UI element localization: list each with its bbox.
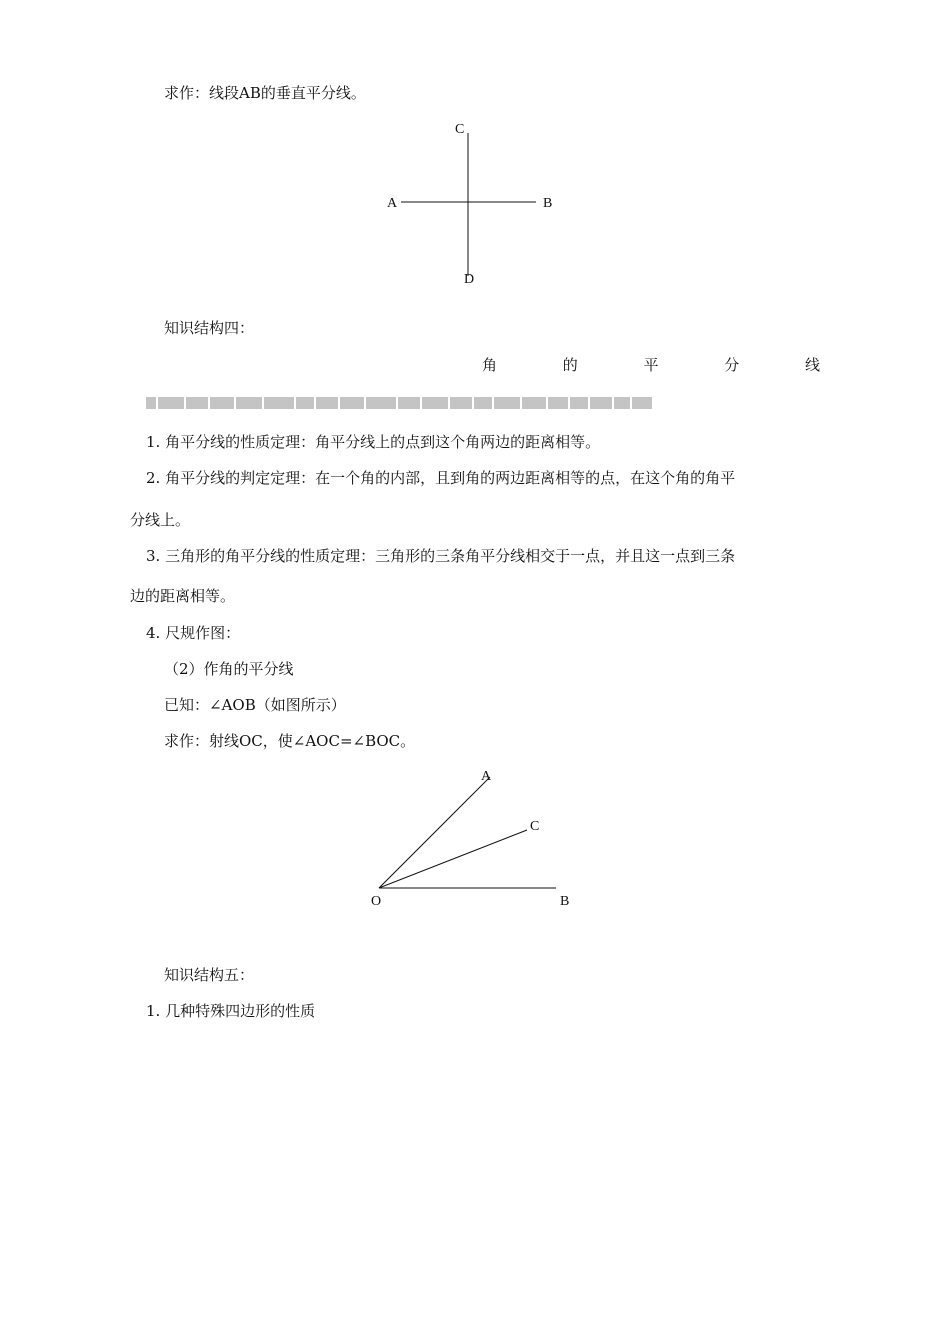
faded-scan-artifact bbox=[146, 396, 716, 410]
section4-heading: 知识结构四： bbox=[164, 319, 255, 337]
item-4: 4. 尺规作图： bbox=[146, 624, 241, 642]
perpendicular-bisector-figure bbox=[380, 118, 580, 288]
ray-oc bbox=[379, 830, 527, 888]
item-1: 1. 角平分线的性质定理：角平分线上的点到这个角两边的距离相等。 bbox=[146, 433, 601, 451]
section5-item-1: 1. 几种特殊四边形的性质 bbox=[146, 1002, 316, 1020]
label-b: B bbox=[543, 196, 553, 211]
ray-oa bbox=[379, 777, 490, 888]
title-char: 平 bbox=[643, 356, 659, 374]
task-angle-bisector: 求作：射线OC，使∠AOC=∠BOC。 bbox=[164, 732, 416, 750]
sub-item-2: （2）作角的平分线 bbox=[164, 660, 294, 678]
label-c: C bbox=[530, 819, 540, 834]
label-a: A bbox=[387, 196, 398, 211]
section4-title bbox=[482, 354, 820, 375]
section5-heading: 知识结构五： bbox=[164, 966, 255, 984]
given-text: 已知：∠AOB（如图所示） bbox=[164, 696, 346, 714]
task-perpendicular-bisector: 求作：线段AB的垂直平分线。 bbox=[164, 84, 366, 102]
title-char: 线 bbox=[804, 356, 820, 374]
title-char: 分 bbox=[724, 356, 740, 374]
label-d: D bbox=[464, 272, 475, 287]
item-2-line1: 2. 角平分线的判定定理：在一个角的内部，且到角的两边距离相等的点，在这个角的角平 bbox=[146, 469, 736, 487]
angle-bisector-figure bbox=[360, 762, 590, 912]
item-3-line2: 边的距离相等。 bbox=[130, 587, 236, 605]
label-b: B bbox=[560, 894, 570, 909]
label-a: A bbox=[481, 769, 492, 784]
label-o: O bbox=[371, 894, 382, 909]
item-2-line2: 分线上。 bbox=[130, 511, 191, 529]
item-3-line1: 3. 三角形的角平分线的性质定理：三角形的三条角平分线相交于一点，并且这一点到三条 bbox=[146, 547, 736, 565]
label-c: C bbox=[455, 122, 465, 137]
title-char: 的 bbox=[562, 356, 578, 374]
title-char: 角 bbox=[482, 356, 498, 374]
